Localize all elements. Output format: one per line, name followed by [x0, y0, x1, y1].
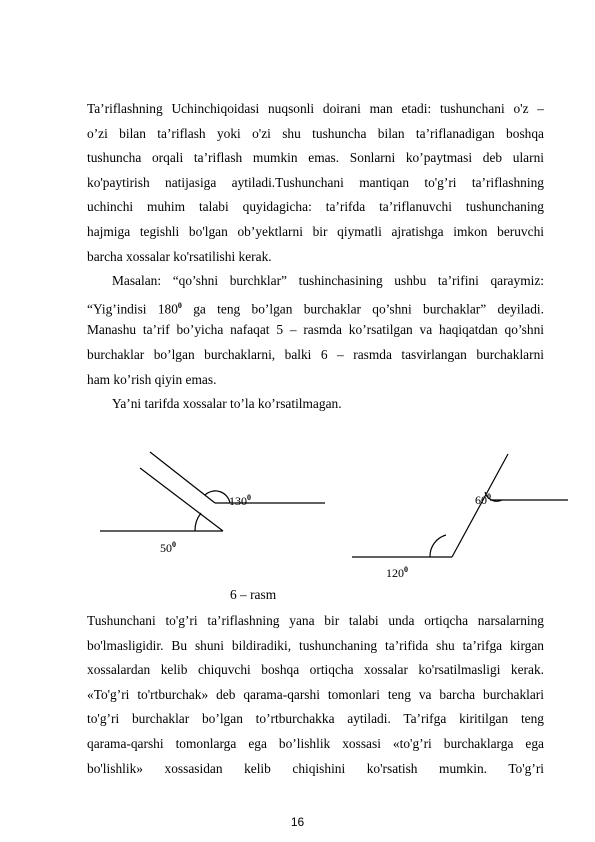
para4-line1: Tushunchani to'g’ri ta’riflashning yana bir talabi unda ortiqcha narsalarning [87, 613, 544, 628]
para4-line3: xossalardan kelib chiquvchi boshqa ortiqcha xossalar ko'rsatilmasligi kerak. [87, 662, 544, 678]
para4-line4: «To'g’ri to'rtburchak» deb qarama-qarshi tomonlari teng va barcha burchaklari [87, 686, 544, 702]
para2-line1: Masalan: “qo’shni burchklar” tushinchasining ushbu ta’rifini qaraymiz: [112, 273, 544, 289]
figure-6 [0, 440, 595, 600]
figure-caption: 6 – rasm [230, 587, 277, 602]
para1-line5: uchinchi muhim talabi quyidagicha: ta’rifda ta’riflanuvchi tushunchaning [87, 199, 544, 215]
para1-line3: tushuncha orqali ta’riflash mumkin emas. Sonlarni ko’paytmasi deb ularni [87, 150, 544, 166]
para4-line6: qarama-qarshi tomonlarga ega bo’lishlik xossasi «to'g’ri burchaklarga ega [87, 736, 544, 751]
para1-line6: hajmiga tegishli bo'lgan ob’yektlarni bir qiymatli ajratishga imkon beruvchi [87, 224, 544, 239]
arc-50 [195, 513, 201, 531]
para4-line7: bo'lishlik» xossasidan kelib chiqishini ko'rsatish mumkin. To'g’ri [87, 760, 544, 776]
label-120: $120^0$ [386, 565, 408, 580]
para4-line5: to'g’ri burchaklar bo’lgan to’rtburchakka aytiladi. Ta’rifga kiritilgan teng [87, 711, 544, 727]
para2-line2: “Yig’indisi $180^0$ ga teng bo’lgan burchaklar qo’shni burchaklar” deyiladi. [87, 300, 544, 317]
para2-line3: Manashu ta’rif bo’yicha nafaqat 5 – rasmda ko’rsatilgan va haqiqatdan qo’shni [87, 322, 544, 338]
para1-line4: ko'paytirish natijasiga aytiladi.Tushunchani mantiqan to'g’ri ta’riflashning [87, 174, 544, 190]
para1-line7: barcha xossalar ko'rsatilishi kerak. [87, 248, 272, 264]
left-slant-line-upper [150, 452, 215, 503]
label-130: $130^0$ [229, 493, 251, 508]
para1-line2: o’zi bilan ta’riflash yoki o'zi shu tushuncha bilan ta’riflanadigan boshqa [87, 125, 544, 141]
arc-120 [430, 535, 446, 557]
angles-diagram [0, 440, 595, 600]
para4-line2: bo'lmasligidir. Bu shuni bildiradiki, tushunchaning ta’rifida shu ta’rifga kirgan [87, 637, 544, 653]
para2-line4: burchaklar bo’lgan burchaklarni, balki 6 – rasmda tasvirlangan burchaklarni [87, 347, 544, 362]
arc-130 [205, 491, 230, 503]
para1-line1: Ta’riflashning Uchinchiqoidasi nuqsonli doirani man etadi: tushunchani o'z – [87, 101, 544, 116]
para3: Ya’ni tarifda xossalar to’la ko’rsatilmagan. [112, 396, 342, 412]
page-number: 16 [290, 815, 305, 829]
para2-line5: ham ko’rish qiyin emas. [87, 371, 217, 387]
label-50: $50^0$ [160, 540, 176, 555]
label-60: $60^0$ [475, 492, 491, 507]
